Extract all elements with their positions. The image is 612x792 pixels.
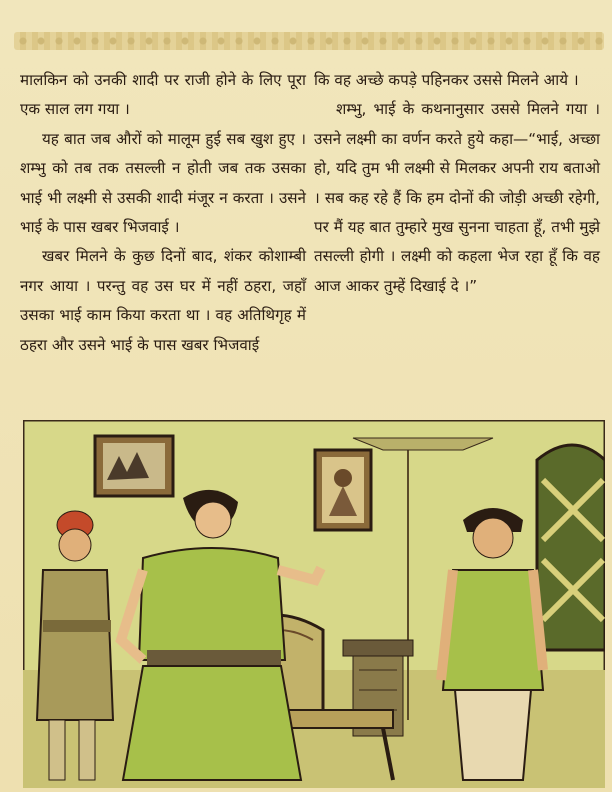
paragraph: शम्भु, भाई के कथनानुसार उससे मिलने गया । उसने लक्ष्मी का वर्णन करते हुये कहा—“भाई, अच्छा हो, यदि तुम भी लक्ष्मी से मिलकर अपनी राय बताओ । सब कह रहे हैं कि हम दोनों की जोड़ी अच्छी रहेगी, पर मैं यह बात तुम्हारे मुख सुनना चाहता हूँ, तभी मुझे तसल्ली होगी । लक्ष्मी को कहला भेज रहा हूँ कि वह आज आकर तुम्हें दिखाई दे ।” [314, 100, 600, 295]
story-illustration [23, 420, 605, 788]
paragraph: मालकिन को उनकी शादी पर राजी होने के लिए पूरा एक साल लग गया । [20, 71, 306, 119]
paragraph: खबर मिलने के कुछ दिनों बाद, शंकर कोशाम्बी नगर आया । परन्तु वह उस घर में नहीं ठहरा, जहाँ उसका भाई काम किया करता था । वह अतिथिगृह में ठहरा और उसने भाई के पास खबर भिजवाई [20, 247, 306, 354]
wall-picture-left [95, 436, 173, 496]
paragraph: यह बात जब औरों को मालूम हुई सब खुश हुए । शम्भु को तब तक तसल्ली न होती जब तक उसका भाई भी लक्ष्मी से उसकी शादी मंजूर न करता । उसने भाई के पास खबर भिजवाई । [20, 129, 306, 237]
illustration-svg [23, 420, 605, 788]
paragraph: कि वह अच्छे कपड़े पहिनकर उससे मिलने आये । [314, 71, 579, 89]
lattice-window [537, 445, 605, 650]
wall-picture-center [315, 450, 371, 530]
text-column-right [314, 66, 600, 301]
text-column-left [20, 66, 306, 360]
decorative-border [14, 32, 604, 50]
